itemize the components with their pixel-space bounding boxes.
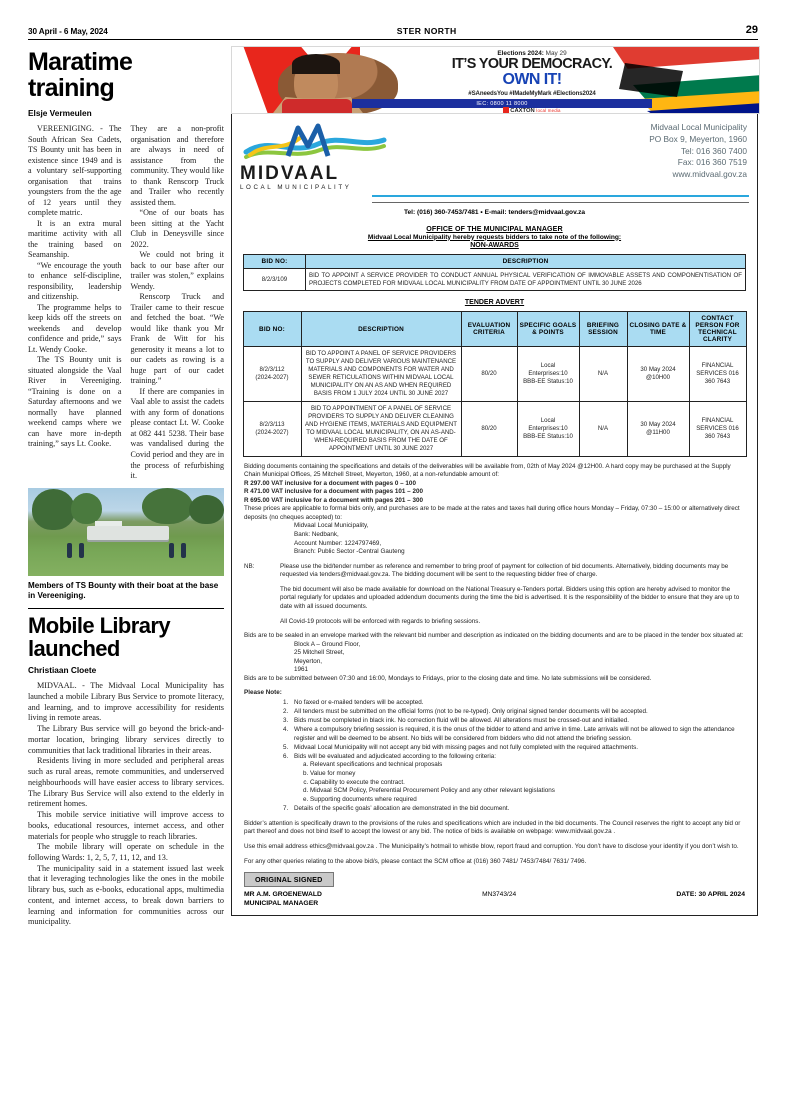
paragraph: The Library Bus service will go beyond the brick-and-mortar location, bringing library services directly to communities that lack traditional libraries in their areas.: [28, 724, 224, 755]
office-title: OFFICE OF THE MUNICIPAL MANAGER: [426, 224, 563, 233]
criteria-item: e. Supporting documents where required: [310, 796, 745, 805]
elections-label-bold: Elections 2024:: [497, 50, 544, 57]
signer-name: MR A.M. GROENEWALD: [244, 891, 322, 899]
cell-briefing: N/A: [579, 401, 627, 456]
bank-line: Bank: Nedbank,: [294, 531, 339, 538]
prices-note: These prices are applicable to formal bids only, and purchases are to be made at the rates and taxes hall during office hours Monday – Friday, 07:30 – 15:00 or alternatively direct deposits (no cheques accepted) to:: [244, 505, 740, 521]
tenders-contact-line: Tel: (016) 360-7453/7481 • E-mail: tenders@midvaal.gov.za: [403, 208, 586, 216]
caxton-label: CAXTON: [510, 108, 535, 114]
article1-photo: [28, 488, 224, 576]
municipality-address: [649, 122, 747, 181]
table-header-row: [244, 254, 746, 268]
address-line: www.midvaal.gov.za: [672, 169, 747, 180]
sealed-envelope-paragraph: Bids are to be sealed in an envelope marked with the relevant bid number and description as indicated on the bidding documents and are to be placed in the tender box situated at:: [244, 632, 744, 640]
nb-block-1: [244, 563, 745, 580]
please-note-label: Please Note:: [244, 689, 282, 697]
office-heading: [232, 225, 757, 249]
tender-box-line: 1961: [294, 666, 309, 674]
th-closing-date: CLOSING DATE & TIME: [627, 312, 689, 347]
th-bid-no: BID NO:: [244, 254, 306, 268]
th-bid-no: BID NO:: [243, 312, 301, 347]
queries-paragraph: For any other queries relating to the above bid/s, please contact the SCM office at (016) 360 7481/ 7453/7484/ 7631/ 7496.: [244, 857, 587, 865]
note-item: 5. Midvaal Local Municipality will not accept any bid with missing pages and not fully completed with the required attachments.: [290, 744, 745, 753]
office-subtitle: Midvaal Local Municipality hereby requests bidders to take note of the following:: [367, 233, 622, 241]
masthead-date: 30 April - 6 May, 2024: [28, 27, 108, 36]
note-item: 3. Bids must be completed in black ink. No correction fluid will be allowed. All alterations must be crossed-out and initialled.: [290, 717, 745, 726]
paragraph: We could not bring it back to our base after our trailer was stolen,” explains Wendy.: [130, 250, 224, 291]
article1-byline: Elsje Vermeulen: [28, 108, 92, 118]
paragraph: “We encourage the youth to enhance self-discipline, responsibility, leadership and citizenship.: [28, 260, 122, 302]
signature-footer: [244, 891, 745, 909]
paragraph: This mobile service initiative will improve access to books, educational resources, internet access, and other materials for people who struggle to reach libraries.: [28, 810, 224, 841]
cell-briefing: N/A: [579, 347, 627, 402]
criteria-list: [294, 761, 745, 804]
paragraph: MIDVAAL. - The Midvaal Local Municipality has launched a mobile Library Bus Service to promote literacy, and learning, and to improve accessibility for residents living in remote areas.: [28, 681, 224, 723]
caxton-square-icon: [503, 107, 509, 113]
person-hair: [292, 54, 340, 74]
notes-list: [232, 699, 745, 813]
signer-block: [244, 891, 322, 909]
article2-body: [28, 681, 224, 928]
note-item: [290, 753, 745, 804]
letterhead: [232, 114, 757, 193]
iec-slogan-line2: OWN IT!: [502, 71, 562, 89]
paragraph: VEREENIGING. - The South African Sea Cadets, TS Bounty unit has been in existence since 1949 and is a voluntary self-supporting organisation that trains youngsters from the the age of 12 years until they complete matric.: [28, 124, 122, 218]
cell-closing: 30 May 2024 @11H00: [627, 401, 689, 456]
article1-col2: [131, 124, 225, 482]
nb-spacer: [244, 618, 280, 627]
criteria-item: d. Midvaal SCM Policy, Preferential Procurement Policy and any other relevant legislations: [310, 787, 745, 796]
iec-text-block: [382, 50, 682, 97]
th-description: DESCRIPTION: [306, 254, 746, 268]
cell-contact: FINANCIAL SERVICES 016 360 7643: [689, 347, 746, 402]
page-number: 29: [745, 24, 758, 36]
cell-contact: FINANCIAL SERVICES 016 360 7643: [689, 401, 746, 456]
section-divider: [28, 608, 224, 609]
article1-col1: [28, 124, 122, 482]
tender-box-line: Block A – Ground Floor,: [294, 640, 361, 648]
attention-paragraph: Bidder’s attention is specifically drawn to the provisions of the rules and specifications which are included in the bid documents. The Council reserves the right to accept any bid or part thereof and does not bind itself to accept the lowest or any bid. The notice of bids is available on webpage: www.midvaal.gov.za .: [244, 819, 741, 836]
th-specific-goals: SPECIFIC GOALS & POINTS: [517, 312, 579, 347]
table-row: [244, 268, 746, 291]
paragraph: “One of our boats has been sitting at the Yacht Club in Deneysville since 2022.: [130, 208, 224, 249]
article1-headline: Maratime training: [28, 48, 133, 102]
iec-election-banner: [231, 46, 760, 114]
paragraph: They are a non-profit organisation and therefore are always in need of assistance from the community. They would like to thank Renscorp Truck and Trailer who recently assisted them.: [130, 124, 224, 207]
table-row: [243, 347, 746, 402]
cell-evaluation: 80/20: [461, 347, 517, 402]
person-shirt: [282, 99, 352, 114]
cell-description: BID TO APPOINTMENT OF A PANEL OF SERVICE PROVIDERS TO SUPPLY AND DELIVER CLEANING AND HYGIENE ITEMS, MATERIALS AND EQUIPMENT TO MIDVAAL LOCAL MUNICIPALITY, ON AN AS-AND-WHEN-REQUIRED BASIS FROM THE DATE OF APPOINTMENT UNTIL 30 JUNE 2027: [301, 401, 461, 456]
cell-description: BID TO APPOINT A PANEL OF SERVICE PROVIDERS TO SUPPLY AND DELIVER VARIOUS MAINTENANCE MATERIALS AND COMPONENTS FOR WATER AND SEWER RETICULATIONS WITHIN MIDVAAL LOCAL MUNICIPALITY ON AN AS AND WHEN REQUIRED BASIS FROM 1 JULY 2024 UNTIL 30 JUNE 2027: [301, 347, 461, 402]
paragraph: Renscorp Truck and Trailer came to their rescue and fetched the boat. “We would like thank you Mr Frank de Witt for his generosity it means a lot to our cadets as rowing is a huge part of our cadet training.”: [130, 292, 224, 386]
cell-goals: Local Enterprises:10 BBB-EE Status:10: [517, 347, 579, 402]
cell-description: BID TO APPOINT A SERVICE PROVIDER TO CONDUCT ANNUAL PHYSICAL VERIFICATION OF IMMOVABLE ASSETS AND COMPONENTISATION OF PROJECTS COMPLETED FOR MIDVAAL LOCAL MUNICIPALITY FROM DATE OF APPOINTMENT UNTIL 30 JUNE 2026: [306, 268, 746, 291]
nb-label: NB:: [244, 562, 255, 570]
midvaal-swoosh-icon: [240, 122, 390, 164]
availability-paragraph: Bidding documents containing the specifications and details of the deliverables will be available from, 02th of May 2024 @12H00. A hard copy may be purchased at the Supply Chain Municipal Offices, 25 Mitchell Street, Meyerton, 1960, at a non-refundable amount of:: [244, 462, 731, 479]
advert-reference: MN3743/24: [482, 891, 517, 899]
iec-hashtags: #SAneedsYou #IMadeMyMark #Elections2024: [468, 90, 596, 98]
note-item: 4. Where a compulsory briefing session is required, it is the onus of the bidder to attend and arrive in time. Late arrivals will not be allowed to sign the attendance register and will be deemed to be absent. No bids will be considered from bidders who did not attend the briefing session.: [290, 726, 745, 743]
cell-goals: Local Enterprises:10 BBB-EE Status:10: [517, 401, 579, 456]
th-evaluation-criteria: EVALUATION CRITERIA: [461, 312, 517, 347]
non-awards-title: NON-AWARDS: [470, 241, 519, 249]
bid-years: (2024-2027): [255, 428, 289, 436]
caxton-logo: [382, 107, 682, 114]
iec-slogan-line1: IT’S YOUR DEMOCRACY.: [451, 56, 613, 72]
submission-paragraph: Bids are to be submitted between 07:30 and 16:00, Mondays to Fridays, prior to the closing date and time. No late submissions will be considered.: [244, 674, 652, 682]
municipal-tender-advert: [231, 114, 758, 916]
caxton-sublabel: local media: [536, 108, 561, 113]
ethics-paragraph: Use this email address ethics@midvaal.gov.za . The Municipality’s hotmail to whistle blow, report fraud and corruption. You don’t have to disclose your identity if you don’t wish to.: [244, 842, 739, 850]
address-line: Tel: 016 360 7400: [681, 145, 747, 156]
non-awards-table: [243, 254, 746, 292]
price-line: R 297.00 VAT inclusive for a document with pages 0 – 100: [244, 479, 416, 487]
address-line: Midvaal Local Municipality: [650, 122, 747, 132]
th-contact-person: CONTACT PERSON FOR TECHNICAL CLARITY: [689, 312, 746, 347]
nb-spacer: [244, 586, 280, 612]
tender-box-line: 25 Mitchell Street,: [294, 649, 345, 657]
nb-block-3: [244, 618, 745, 627]
criteria-item: b. Value for money: [310, 770, 745, 779]
note-item: 2. All tenders must be submitted on the official forms (not to be re-typed). Only original signed tender documents will be accepted.: [290, 708, 745, 717]
nb-text: Please use the bid/tender number as reference and remember to bring proof of payment for collection of bid documents. Alternatively, bidding documents may be requested via tenders@midvaal.gov.za. The bidding document will be sent to the requesting bidder free of charge.: [280, 562, 729, 579]
nb-text: All Covid-19 protocols will be enforced with regards to briefing sessions.: [280, 617, 481, 625]
midvaal-logo-sub: LOCAL MUNICIPALITY: [240, 184, 352, 191]
paragraph: The mobile library will operate on schedule in the following Wards: 1, 2, 5, 7, 11, 12, and 13.: [28, 842, 224, 862]
elections-date: May 29: [543, 50, 567, 57]
bank-line: Branch: Public Sector -Central Gauteng: [294, 548, 405, 556]
bank-line: Account Number: 1224797469,: [294, 539, 382, 547]
cell-bid-no: [243, 347, 301, 402]
price-line: R 471.00 VAT inclusive for a document with pages 101 – 200: [244, 488, 423, 496]
criteria-item: c. Capability to execute the contract.: [310, 779, 745, 788]
table-row: [243, 401, 746, 456]
advert-date: DATE: 30 APRIL 2024: [676, 891, 745, 899]
th-description: DESCRIPTION: [301, 312, 461, 347]
grey-divider: [372, 202, 749, 203]
paragraph: If there are companies in Vaal able to assist the cadets with any form of donations please contact Lt. W. Cooke at 082 441 5238. Their base was vandalised during the Covid period and they are in the process of refurbishing it.: [130, 386, 224, 481]
bid-no: 8/2/3/112: [259, 366, 285, 374]
tender-advert-title: TENDER ADVERT: [464, 299, 525, 307]
nb-block-2: [244, 586, 745, 612]
bid-years: (2024-2027): [255, 374, 289, 382]
table-header-row: [243, 312, 746, 347]
paragraph: The programme helps to keep kids off the streets on weekends and develop confidence and pride,” says Lt. Wendy Cooke.: [28, 302, 122, 354]
paragraph: It is an extra mural maritime activity with all the training based on Seamanship.: [28, 218, 122, 260]
address-line: PO Box 9, Meyerton, 1960: [649, 133, 747, 144]
midvaal-logo-name: MIDVAAL: [240, 163, 340, 184]
midvaal-logo: [240, 122, 390, 191]
article1-caption: Members of TS Bounty with their boat at the base in Vereeniging.: [28, 580, 219, 600]
nb-text: The bid document will also be made available for download on the National Treasury e-Tenders portal. Bidders using this option are hereby advised to monitor the portal regularly for updates and uploaded addendum documents during the time the bid is advertised. It is the responsibility of the bidder to ensure that they are up to date with all issued documents.: [280, 585, 740, 610]
note-item: 1. No faxed or e-mailed tenders will be accepted.: [290, 699, 745, 708]
tender-advert-table: [243, 311, 747, 456]
article1-body: [28, 124, 224, 482]
advert-column: [231, 46, 758, 916]
paragraph: The TS Bounty unit is situated alongside the Vaal River in Vereeniging. “Training is done on a Saturday afternoons and we normally have planned weekend camps where we can have more in-depth training,” says Lt. Cooke.: [28, 355, 122, 449]
iec-contact-bar: IEC: 0800 11 8000: [352, 99, 652, 108]
th-briefing-session: BRIEFING SESSION: [579, 312, 627, 347]
article2-headline: Mobile Library launched: [28, 612, 170, 661]
masthead-publication: STER NORTH: [396, 26, 457, 36]
cell-bid-no: 8/2/3/109: [244, 268, 306, 291]
cell-closing: 30 May 2024 @10H00: [627, 347, 689, 402]
note-text: Bids will be evaluated and adjudicated according to the following criteria:: [294, 752, 496, 760]
bank-line: Midvaal Local Municipality,: [294, 522, 369, 530]
bid-no: 8/2/3/113: [259, 420, 285, 428]
cell-bid-no: [243, 401, 301, 456]
paragraph: Residents living in more secluded and peripheral areas such as rural areas, remote communities, and underserved neighbourhoods will have easier access to library services. The Library Bus Service will also extend to the elderly in retirement homes.: [28, 756, 224, 809]
tender-box-line: Meyerton,: [294, 657, 322, 665]
note-item: 7. Details of the specific goals’ allocation are demonstrated in the bid document.: [290, 805, 745, 814]
paragraph: The municipality said in a statement issued last week that it leveraging technologies like the ones in the mobile library bus, such as e-books, educational apps, multimedia content, and internet access, to break down barriers to learning and information for communities across our municipality.: [28, 863, 224, 927]
article2-byline: Christiaan Cloete: [28, 665, 97, 676]
masthead: [28, 24, 758, 40]
original-signed-stamp: ORIGINAL SIGNED: [244, 872, 334, 887]
cell-evaluation: 80/20: [461, 401, 517, 456]
address-line: Fax: 016 360 7519: [677, 157, 747, 168]
signer-title: MUNICIPAL MANAGER: [244, 900, 319, 908]
blue-divider: [372, 195, 749, 197]
price-line: R 695.00 VAT inclusive for a document with pages 201 – 300: [244, 496, 423, 504]
criteria-item: a. Relevant specifications and technical proposals: [310, 761, 745, 770]
editorial-column: [28, 46, 224, 928]
